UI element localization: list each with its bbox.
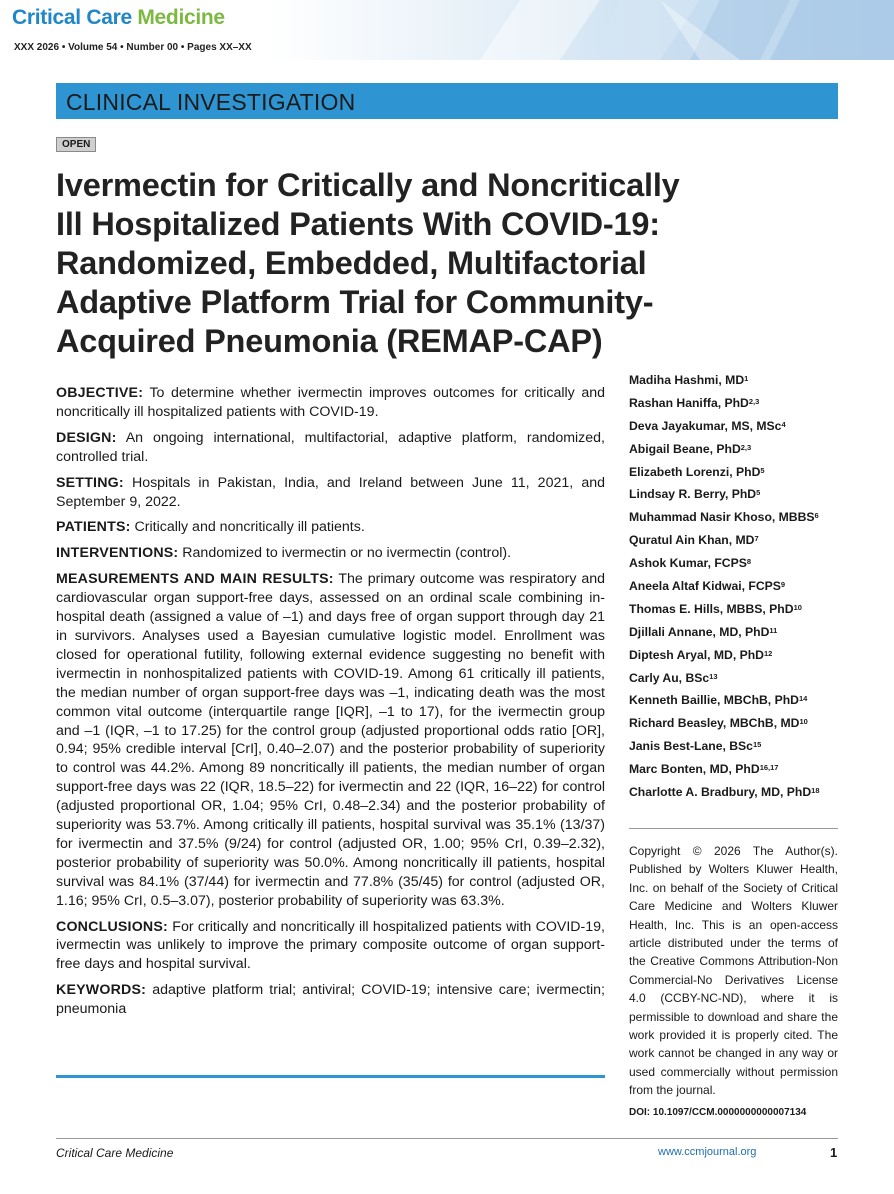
abstract-text: To determine whether ivermectin improves outcomes for critically and noncritically ill hospitalized patients with COVID-19. — [56, 385, 605, 420]
author: Diptesh Aryal, MD, PhD$^{12}$ — [629, 647, 773, 662]
abstract-interventions — [56, 544, 605, 563]
abstract-label: MEASUREMENTS AND MAIN RESULTS: — [56, 571, 334, 588]
abstract-label: PATIENTS: — [56, 519, 131, 536]
author: Abigail Beane, PhD$^{2,3}$ — [629, 441, 752, 456]
author: Charlotte A. Bradbury, MD, PhD$^{18}$ — [629, 785, 820, 800]
author: Marc Bonten, MD, PhD$^{16,17}$ — [629, 762, 779, 777]
author: Aneela Altaf Kidwai, FCPS$^9$ — [629, 579, 786, 594]
copyright-notice: Copyright © 2026 The Author(s). Published by Wolters Kluwer Health, Inc. on behalf of the Society of Critical Care Medicine and Wolters Kluwer Health, Inc. This is an open-access article distributed under the terms of the Creative Commons Attribution-Non Commercial-No Derivatives License 4.0 (CCBY-NC-ND), where it is permissible to download and share the work provided it is properly cited. The work cannot be changed in any way or used commercially without permission from the journal. — [629, 844, 838, 1098]
abstract-patients — [56, 518, 605, 537]
title-line: Acquired Pneumonia (REMAP-CAP) — [56, 323, 603, 359]
title-line: Adaptive Platform Trial for Community- — [56, 284, 654, 320]
abstract-text: Hospitals in Pakistan, India, and Ireland between June 11, 2021, and September 9, 2022. — [56, 474, 605, 510]
footer-divider — [56, 1138, 838, 1139]
author: Rashan Haniffa, PhD$^{2,3}$ — [629, 395, 760, 410]
abstract-conclusions — [56, 918, 605, 975]
author: Djillali Annane, MD, PhD$^{11}$ — [629, 624, 778, 639]
abstract-setting — [56, 474, 605, 512]
author: Janis Best-Lane, BSc$^{15}$ — [629, 739, 762, 754]
abstract-label: CONCLUSIONS: — [56, 918, 168, 935]
author: Lindsay R. Berry, PhD$^5$ — [629, 487, 761, 502]
author: Richard Beasley, MBChB, MD$^{10}$ — [629, 716, 808, 731]
author: Deva Jayakumar, MS, MSc$^4$ — [629, 418, 786, 433]
title-line: Ivermectin for Critically and Noncritically — [56, 167, 680, 203]
journal-logo-part1: Critical Care — [12, 6, 138, 29]
footer-journal-name: Critical Care Medicine — [56, 1146, 174, 1160]
abstract-keywords — [56, 981, 605, 1019]
abstract-text: adaptive platform trial; antiviral; COVID-19; intensive care; ivermectin; pneumonia — [56, 982, 605, 1018]
author: Thomas E. Hills, MBBS, PhD$^{10}$ — [629, 601, 802, 616]
doi[interactable]: DOI: 10.1097/CCM.0000000000007134 — [629, 1107, 807, 1118]
copyright-divider — [629, 828, 838, 829]
author: Carly Au, BSc$^{13}$ — [629, 670, 718, 685]
abstract-results — [56, 570, 605, 910]
journal-header-banner — [0, 0, 894, 60]
abstract-text: Critically and noncritically ill patients. — [130, 519, 365, 536]
abstract-text: The primary outcome was respiratory and cardiovascular organ support-free days, assessed on an ordinal scale combining in-hospital death (assigned a value of –1) and days free of organ support through day 21 in survivors. Analyses used a Bayesian cumulative logistic model. Enrollment was closed for operational futility, following external evidence suggesting no benefit with ivermectin in nonhospitalized patients with COVID-19. Among 61 critically ill patients, the median number of organ support-free days was –1, indicating death was the most common vital outcome (interquartile range [IQR], –1 to 17), for the ivermectin group and –1 (IQR, –1 to 17.25) for the control group (adjusted proportional odds ratio [OR], 0.94; 95% credible interval [CrI], 0.40–2.07) and the posterior probability of superiority to control was 44.2%. Among 89 noncritically ill patients, the median number of organ support-free days was 22 (IQR, 18.5–22) for ivermectin and 22 (IQR, 16–22) for control (adjusted proportional OR, 1.04; 95% CrI, 0.48–2.34) and the posterior probability of superiority was 53.7%. Among critically ill patients, hospital survival was 35.1% (13/37) for ivermectin and 37.5% (9/24) for control (adjusted OR, 1.00; 95% CrI, 0.39–2.32), posterior probability of superiority was 50.0%. Among noncritically ill patients, hospital survival was 84.1% (37/44) for ivermectin and 77.8% (35/45) for control (adjusted OR, 1.16; 95% CrI, 0.5–3.07), posterior probability of superiority was 63.3%. — [56, 571, 606, 909]
abstract-text: For critically and noncritically ill hospitalized patients with COVID-19, ivermectin was unlikely to improve the primary composite outcome of organ support-free days and hospital survival. — [56, 918, 605, 973]
page-number: 1 — [830, 1145, 838, 1160]
abstract-label: SETTING: — [56, 474, 124, 491]
title-line: Randomized, Embedded, Multifactorial — [56, 245, 647, 281]
section-bar — [56, 83, 838, 119]
abstract-divider — [56, 1075, 605, 1078]
abstract-text: An ongoing international, multifactorial, adaptive platform, randomized, controlled trial. — [56, 429, 605, 465]
author: Muhammad Nasir Khoso, MBBS$^6$ — [629, 510, 819, 525]
footer-journal-link[interactable]: www.ccmjournal.org — [658, 1146, 757, 1158]
open-access-badge: OPEN — [56, 137, 96, 152]
abstract-label: INTERVENTIONS: — [56, 545, 179, 562]
author: Elizabeth Lorenzi, PhD$^5$ — [629, 464, 765, 479]
title-line: Ill Hospitalized Patients With COVID-19: — [56, 206, 660, 242]
author: Ashok Kumar, FCPS$^8$ — [629, 556, 752, 571]
author: Kenneth Baillie, MBChB, PhD$^{14}$ — [629, 693, 808, 708]
author: Madiha Hashmi, $MD^1$ — [629, 373, 749, 387]
abstract-label: OBJECTIVE: — [56, 385, 144, 401]
author-list — [629, 372, 889, 807]
abstract-text: Randomized to ivermectin or no ivermectin (control). — [178, 545, 512, 562]
abstract-objective — [56, 384, 605, 422]
abstract-label: DESIGN: — [56, 429, 117, 446]
abstract — [56, 384, 605, 1026]
section-title: CLINICAL INVESTIGATION — [66, 89, 356, 115]
journal-logo-part2: Medicine — [137, 6, 225, 29]
journal-logo — [12, 6, 225, 30]
article-title — [56, 166, 756, 361]
author: Quratul Ain Khan, $MD^7$ — [629, 533, 759, 548]
abstract-design — [56, 429, 605, 467]
abstract-label: KEYWORDS: — [56, 982, 147, 999]
issue-line: XXX 2026 • Volume 54 • Number 00 • Pages XX–XX — [14, 42, 252, 53]
